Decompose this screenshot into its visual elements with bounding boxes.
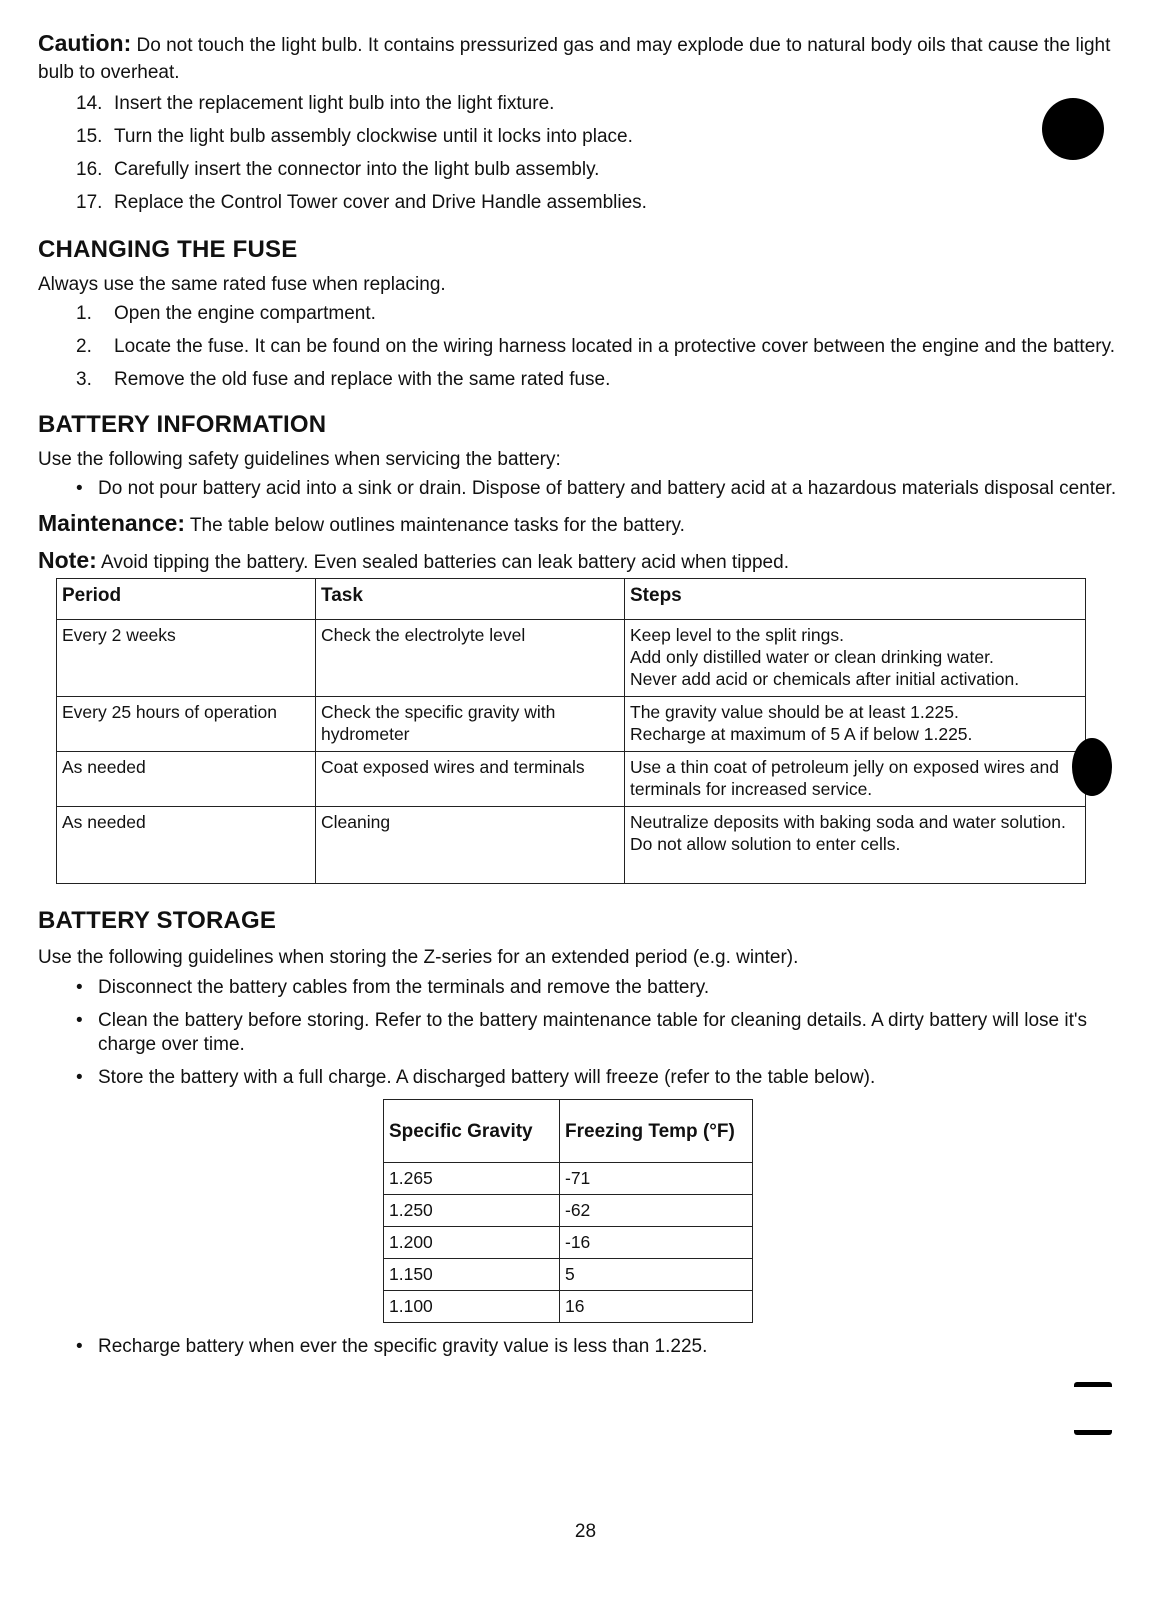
step-text: Remove the old fuse and replace with the same rated fuse. — [114, 369, 611, 390]
storage-final-bullet — [38, 1335, 1123, 1359]
list-item — [38, 368, 1123, 392]
list-item — [38, 335, 1123, 359]
period-cell: As needed — [57, 752, 316, 807]
maintenance-text: The table below outlines maintenance tasks for the battery. — [189, 515, 685, 536]
period-cell: Every 25 hours of operation — [57, 697, 316, 752]
caution-paragraph — [38, 30, 1123, 86]
list-item — [38, 976, 1123, 1000]
period-cell: As needed — [57, 807, 316, 884]
step-line: Neutralize deposits with baking soda and water solution. — [630, 812, 1066, 832]
list-item — [38, 302, 1123, 326]
list-item — [38, 1009, 1123, 1057]
list-item — [38, 191, 1123, 215]
bullet-text: Store the battery with a full charge. A discharged battery will freeze (refer to the table below). — [98, 1067, 876, 1088]
hole-punch-mark — [1072, 738, 1112, 796]
bullet-glyph: • — [76, 1336, 83, 1357]
fuse-steps-list — [38, 302, 1123, 392]
bullet-text: Clean the battery before storing. Refer to the battery maintenance table for cleaning details. A dirty battery will lose it's charge over time. — [98, 1010, 1087, 1055]
list-item — [38, 125, 1123, 149]
gravity-cell: 1.100 — [384, 1291, 560, 1323]
step-line: Recharge at maximum of 5 A if below 1.225. — [630, 724, 973, 744]
step-line: Use a thin coat of petroleum jelly on exposed wires and terminals for increased service. — [630, 757, 1059, 799]
table-header-row — [384, 1100, 753, 1163]
task-cell: Cleaning — [316, 807, 625, 884]
step-line: Never add acid or chemicals after initial activation. — [630, 669, 1020, 689]
step-number: 2. — [76, 336, 92, 357]
bullet-glyph: • — [76, 478, 83, 499]
bulb-steps-list — [38, 92, 1123, 215]
step-line: Keep level to the split rings. — [630, 625, 845, 645]
bullet-text: Disconnect the battery cables from the terminals and remove the battery. — [98, 977, 710, 998]
period-cell: Every 2 weeks — [57, 620, 316, 697]
table-row — [57, 807, 1086, 884]
step-number: 15. — [76, 126, 103, 147]
step-text: Replace the Control Tower cover and Drive Handle assemblies. — [114, 192, 647, 213]
list-item — [38, 1066, 1123, 1090]
column-header: Period — [57, 579, 316, 620]
bullet-text: Do not pour battery acid into a sink or drain. Dispose of battery and battery acid at a hazardous materials disposal center. — [98, 478, 1117, 499]
step-number: 16. — [76, 159, 103, 180]
manual-page — [38, 30, 1123, 1368]
bullet-glyph: • — [76, 1010, 83, 1031]
column-header: Task — [316, 579, 625, 620]
column-header: Specific Gravity — [384, 1100, 560, 1163]
edge-mark — [1074, 1430, 1112, 1435]
step-text: Open the engine compartment. — [114, 303, 376, 324]
gravity-cell: 1.265 — [384, 1163, 560, 1195]
maintenance-paragraph — [38, 510, 1123, 539]
bullet-glyph: • — [76, 1067, 83, 1088]
table-row — [384, 1195, 753, 1227]
bullet-glyph: • — [76, 977, 83, 998]
maintenance-table — [56, 578, 1086, 884]
note-text: Avoid tipping the battery. Even sealed batteries can leak battery acid when tipped. — [101, 552, 789, 573]
freezing-table — [383, 1099, 753, 1323]
temp-cell: -62 — [560, 1195, 753, 1227]
caution-text: Do not touch the light bulb. It contains pressurized gas and may explode due to natural body oils that cause the light bulb to overheat. — [38, 35, 1111, 83]
page-number: 28 — [574, 1521, 597, 1542]
battery-info-intro: Use the following safety guidelines when servicing the battery: — [38, 449, 561, 470]
fuse-intro: Always use the same rated fuse when replacing. — [38, 274, 446, 295]
table-row — [384, 1163, 753, 1195]
table-row — [57, 752, 1086, 807]
temp-cell: -16 — [560, 1227, 753, 1259]
caution-label: Caution: — [38, 30, 132, 56]
edge-mark — [1074, 1382, 1112, 1387]
step-text: Insert the replacement light bulb into the light fixture. — [114, 93, 555, 114]
fuse-heading: CHANGING THE FUSE — [38, 236, 298, 263]
bullet-text: Recharge battery when ever the specific gravity value is less than 1.225. — [98, 1336, 708, 1357]
storage-intro: Use the following guidelines when storing the Z-series for an extended period (e.g. winter). — [38, 947, 799, 968]
gravity-cell: 1.150 — [384, 1259, 560, 1291]
temp-cell: 16 — [560, 1291, 753, 1323]
step-text: Locate the fuse. It can be found on the wiring harness located in a protective cover between the engine and the battery. — [114, 336, 1115, 357]
list-item — [38, 158, 1123, 182]
column-header: Steps — [625, 579, 1086, 620]
task-cell: Check the specific gravity with hydrometer — [316, 697, 625, 752]
maintenance-label: Maintenance: — [38, 510, 185, 536]
battery-info-heading: BATTERY INFORMATION — [38, 411, 327, 438]
temp-cell: -71 — [560, 1163, 753, 1195]
table-row — [384, 1227, 753, 1259]
storage-heading: BATTERY STORAGE — [38, 907, 277, 934]
table-row — [57, 620, 1086, 697]
steps-cell — [625, 697, 1086, 752]
battery-info-bullets — [38, 477, 1123, 501]
hole-punch-mark — [1042, 98, 1104, 160]
steps-cell — [625, 807, 1086, 884]
table-row — [384, 1291, 753, 1323]
task-cell: Coat exposed wires and terminals — [316, 752, 625, 807]
step-line: The gravity value should be at least 1.225. — [630, 702, 959, 722]
table-row — [57, 697, 1086, 752]
gravity-cell: 1.250 — [384, 1195, 560, 1227]
note-label: Note: — [38, 547, 97, 573]
step-line: Add only distilled water or clean drinking water. — [630, 647, 994, 667]
step-number: 1. — [76, 303, 92, 324]
step-number: 17. — [76, 192, 103, 213]
step-line: Do not allow solution to enter cells. — [630, 834, 901, 854]
task-cell: Check the electrolyte level — [316, 620, 625, 697]
steps-cell — [625, 752, 1086, 807]
list-item — [38, 477, 1123, 501]
list-item — [38, 92, 1123, 116]
temp-cell: 5 — [560, 1259, 753, 1291]
gravity-cell: 1.200 — [384, 1227, 560, 1259]
note-paragraph — [38, 547, 1123, 576]
table-row — [384, 1259, 753, 1291]
step-text: Carefully insert the connector into the light bulb assembly. — [114, 159, 600, 180]
table-header-row — [57, 579, 1086, 620]
step-number: 3. — [76, 369, 92, 390]
step-text: Turn the light bulb assembly clockwise until it locks into place. — [114, 126, 633, 147]
column-header: Freezing Temp (°F) — [560, 1100, 753, 1163]
steps-cell — [625, 620, 1086, 697]
step-number: 14. — [76, 93, 103, 114]
list-item — [38, 1335, 1123, 1359]
storage-bullets — [38, 976, 1123, 1090]
